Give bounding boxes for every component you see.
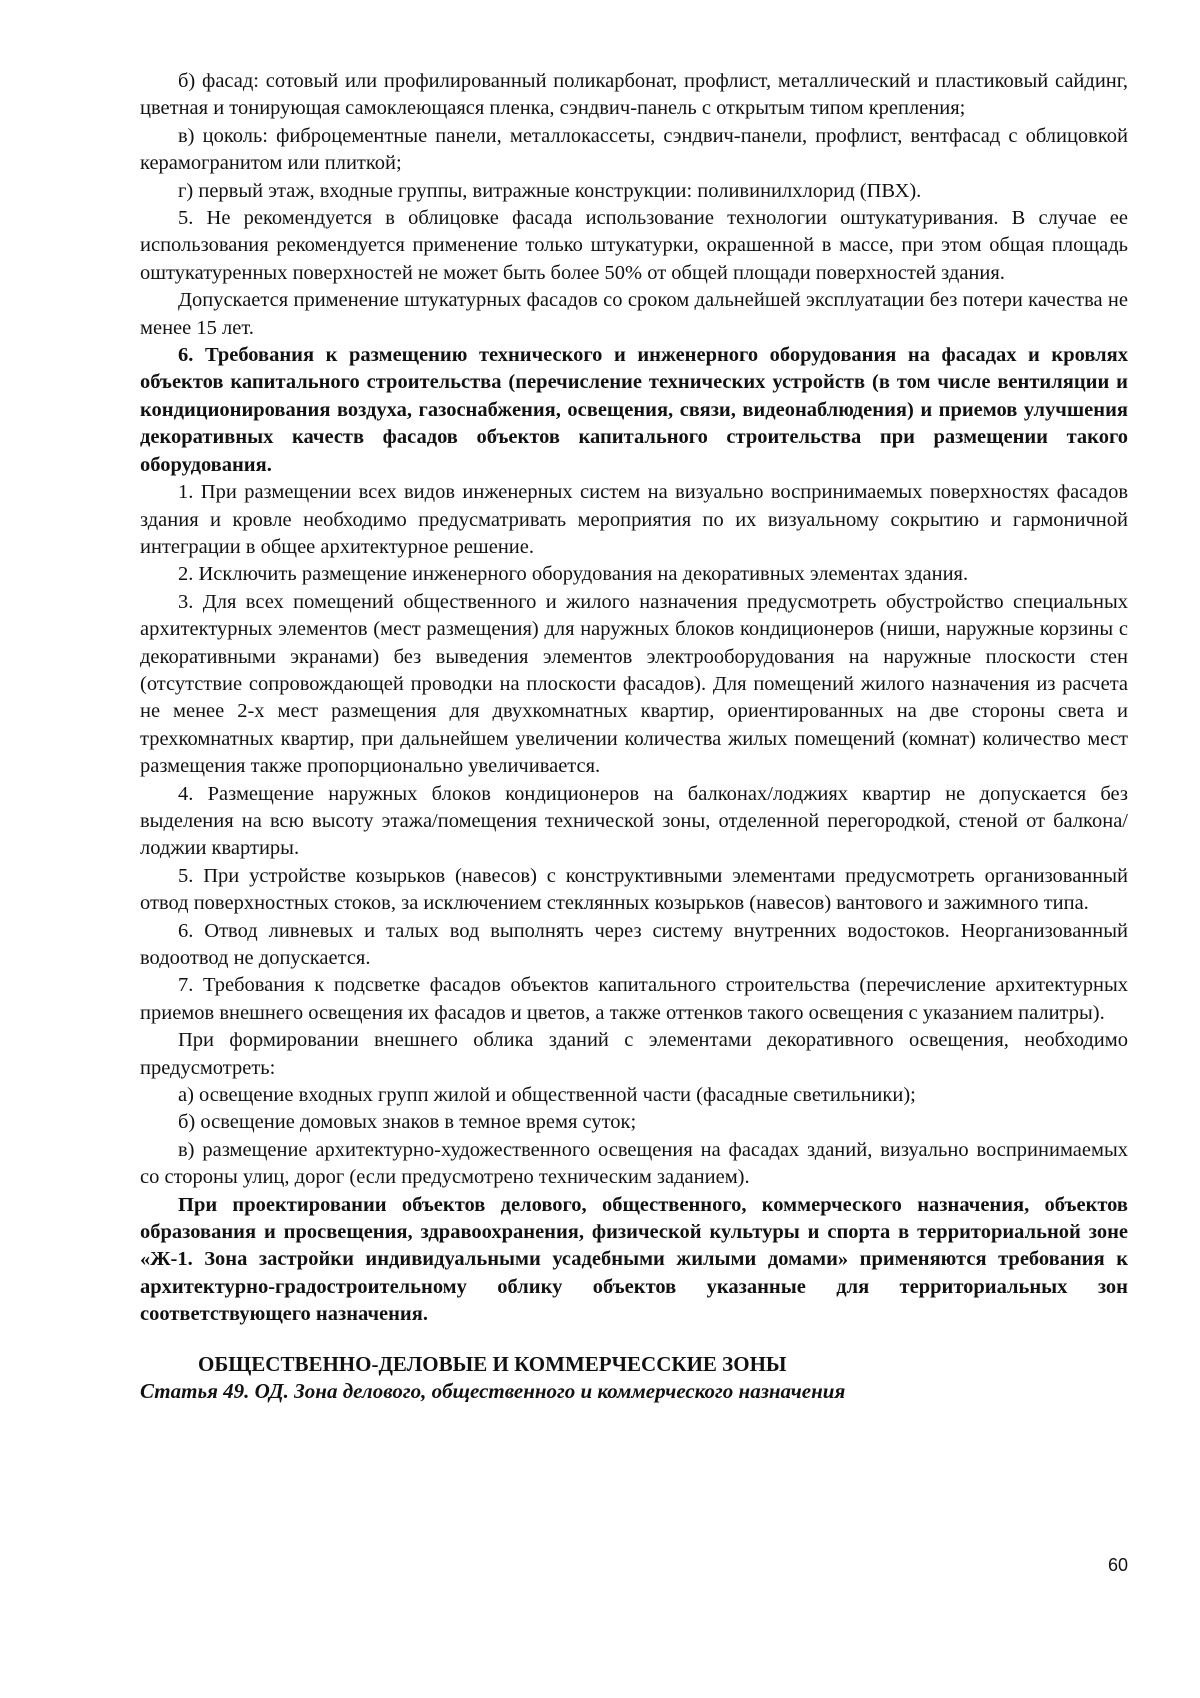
- paragraph-item-5-plaster: 5. Не рекомендуется в облицовке фасада использование технологии оштукатуривания. В случае ее использования рекомендуется применение только штукатурки, окрашенной в массе, при этом общая площадь оштукатуренных поверхностей не может быть более 50% от общей площади поверхностей здания.: [140, 207, 1128, 284]
- paragraph-first-floor: г) первый этаж, входные группы, витражные конструкции: поливинилхлорид (ПВХ).: [178, 179, 922, 202]
- paragraph-item-5-canopies: 5. При устройстве козырьков (навесов) с конструктивными элементами предусмотреть организованный отвод поверхностных стоков, за исключением стеклянных козырьков (навесов) вантового и зажимного типа.: [140, 864, 1128, 915]
- paragraph-item-1: 1. При размещении всех видов инженерных систем на визуально воспринимаемых поверхностях фасадов здания и кровле необходимо предусматривать мероприятия по их визуальному сокрытию и гармоничной интеграции в общее архитектурное решение.: [140, 481, 1128, 558]
- paragraph-lighting-a: а) освещение входных групп жилой и общественной части (фасадные светильники);: [178, 1084, 916, 1107]
- paragraph-bold-zone-note: При проектировании объектов делового, общественного, коммерческого назначения, объектов образования и просвещения, здравоохранения, физической культуры и спорта в территориальной зоне «Ж-1. Зона застройки индивидуальными усадебными жилыми домами» применяются требования к архитектурно-градостроительному облику объектов указанные для территориальных зон соответствующего назначения.: [140, 1193, 1128, 1326]
- paragraph-item-4: 4. Размещение наружных блоков кондиционеров на балконах/лоджиях квартир не допускается без выделения на всю высоту этажа/помещения технической зоны, отделенной перегородкой, стеной от балкона/лоджии квартиры.: [140, 782, 1128, 860]
- paragraph-lighting-intro: При формировании внешнего облика зданий с элементами декоративного освещения, необходимо предусмотреть:: [140, 1029, 1128, 1079]
- paragraph-lighting-c: в) размещение архитектурно-художественного освещения на фасадах зданий, визуально воспринимаемых со стороны улиц, дорог (если предусмотрено техническим заданием).: [140, 1138, 1128, 1189]
- paragraph-item-2: 2. Исключить размещение инженерного оборудования на декоративных элементах здания.: [178, 563, 969, 586]
- paragraph-item-7: 7. Требования к подсветке фасадов объектов капитального строительства (перечисление архитектурных приемов внешнего освещения их фасадов и цветов, а также оттенков такого освещения с указанием палитры).: [140, 974, 1128, 1024]
- page-number: 60: [1108, 1555, 1129, 1575]
- paragraph-facade: б) фасад: сотовый или профилированный поликарбонат, профлист, металлический и пластиковый сайдинг, цветная и тонирующая самоклеющаяся пленка, сэндвич-панель с открытым типом крепления;: [140, 70, 1128, 120]
- paragraph-plaster-allowed: Допускается применение штукатурных фасадов со сроком дальнейшей эксплуатации без потери качества не менее 15 лет.: [140, 289, 1128, 339]
- article-title: Статья 49. ОД. Зона делового, общественного и коммерческого назначения: [140, 1379, 846, 1404]
- paragraph-plinth: в) цоколь: фиброцементные панели, металлокассеты, сэндвич-панели, профлист, вентфасад с облицовкой керамогранитом или плиткой;: [140, 124, 1128, 175]
- paragraph-item-6: 6. Отвод ливневых и талых вод выполнять через систему внутренних водостоков. Неорганизованный водоотвод не допускается.: [140, 919, 1128, 969]
- paragraph-lighting-b: б) освещение домовых знаков в темное время суток;: [178, 1111, 637, 1134]
- paragraph-item-3: 3. Для всех помещений общественного и жилого назначения предусмотреть обустройство специальных архитектурных элементов (мест размещения) для наружных блоков кондиционеров (ниши, наружные корзины с декоративными экранами) без выведения элементов электрооборудования на наружные плоскости стен (отсутствие сопровождающей проводки на плоскости фасадов). Для помещений жилого назначения из расчета не менее 2-х мест размещения для двухкомнатных квартир, ориентированных на две стороны света и трехкомнатных квартир, при дальнейшем увеличении количества жилых помещений (комнат) количество мест размещения также пропорционально увеличивается.: [140, 590, 1128, 778]
- document-page: [140, 68, 1128, 1406]
- zone-title: ОБЩЕСТВЕННО-ДЕЛОВЫЕ И КОММЕРЧЕССКИЕ ЗОНЫ: [198, 1351, 787, 1376]
- section-heading-6: 6. Требования к размещению технического и инженерного оборудования на фасадах и кровлях объектов капитального строительства (перечисление технических устройств (в том числе вентиляции и кондиционирования воздуха, газоснабжения, освещения, связи, видеонаблюдения) и приемов улучшения декоративных качеств фасадов объектов капитального строительства при размещении такого оборудования.: [140, 344, 1128, 476]
